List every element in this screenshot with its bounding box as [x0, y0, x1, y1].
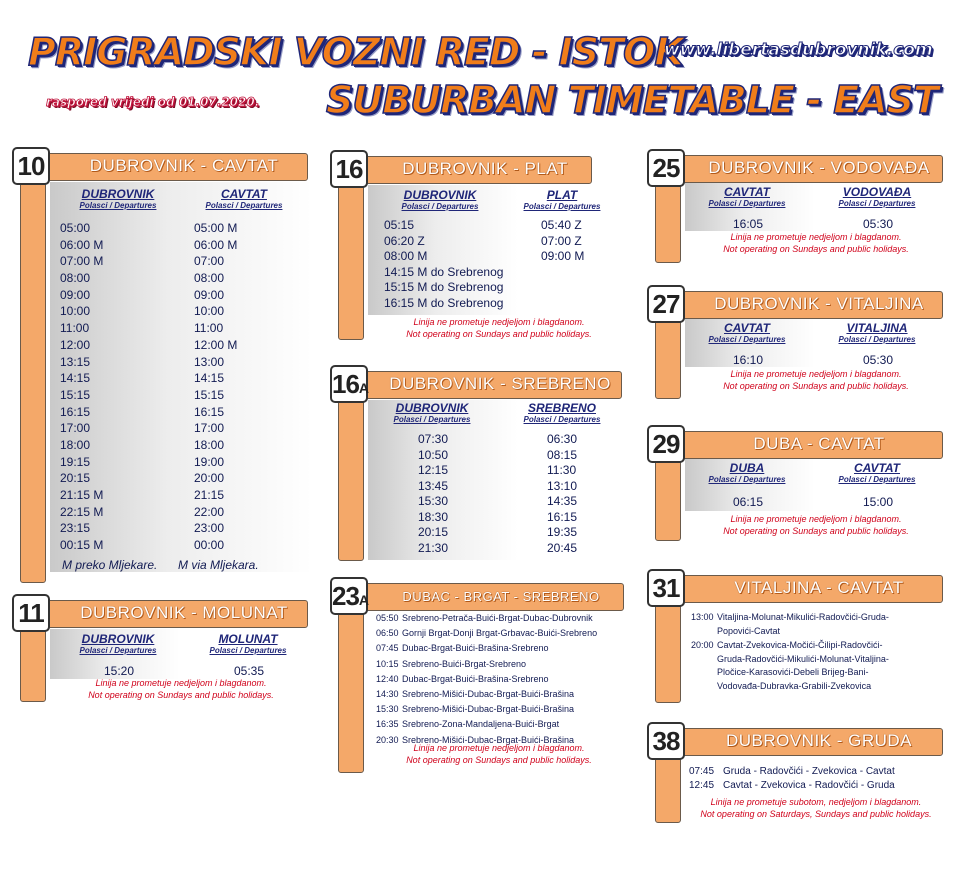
departures-to-list: [863, 353, 893, 367]
departures-label: Polasci / Departures: [708, 475, 786, 484]
departure-time: 11:00: [60, 321, 90, 336]
departure-time: 10:00: [194, 304, 225, 319]
note-english: Not operating on Sundays and public holidays.: [406, 329, 592, 339]
departure-time: 06:15: [733, 495, 764, 509]
trip-time: 05:50: [376, 613, 399, 623]
route-header-bar: [20, 153, 308, 181]
route-number-badge: 10: [12, 147, 50, 185]
route-header-bar: [338, 156, 592, 184]
departures-to-list: [194, 221, 237, 555]
route-16-panel: [330, 150, 628, 345]
legend-m-croatian: M preko Mljekare.: [62, 558, 158, 572]
departures-to-list: [234, 664, 264, 678]
trip-route: Dubac-Brgat-Buići-Brašina-Srebreno: [402, 643, 549, 654]
route-title: DUBROVNIK - VODOVAĐA: [708, 158, 930, 177]
departure-time: 00:15 M: [60, 538, 104, 553]
note-croatian: Linija ne prometuje nedjeljom i blagdanom.: [730, 232, 902, 242]
trip-row: [376, 689, 597, 704]
departure-time: 16:15: [547, 509, 578, 524]
departure-time: 13:15: [60, 354, 91, 369]
note-croatian: Linija ne prometuje subotom, nedjeljom i blagdanom.: [710, 797, 922, 807]
departure-time: 05:30: [863, 217, 894, 231]
departure-time: 14:15 M do Srebrenog: [384, 264, 504, 279]
departures-to-list: [863, 217, 893, 231]
note-english: Not operating on Sundays and public holidays.: [88, 690, 274, 700]
route-number-badge: 16: [330, 150, 368, 188]
departure-time: 20:00: [194, 471, 225, 486]
column-header-from: [687, 185, 807, 208]
trip-route-line: Gruda-Radovčići-Mikulići-Molunat-Vitaljina-: [717, 653, 889, 664]
route-number: 16: [332, 369, 359, 399]
departure-time: 16:15 M do Srebrenog: [384, 295, 504, 310]
departure-time: 21:15: [194, 488, 225, 502]
departure-time: 05:00 M: [194, 221, 238, 235]
station-name: SREBRENO: [527, 401, 596, 415]
trip-time: 07:45: [689, 766, 715, 777]
trip-route-line: Pločice-Karasovići-Debeli Brijeg-Bani-: [717, 667, 869, 677]
operating-note: [368, 316, 630, 340]
departures-from-list: [733, 353, 763, 367]
note-croatian: Linija ne prometuje nedjeljom i blagdanom.: [413, 743, 585, 753]
operating-note: [50, 677, 312, 701]
departure-time: 16:15: [194, 404, 225, 419]
departure-time: 10:00: [60, 304, 91, 319]
trip-time: 16:35: [376, 719, 399, 730]
departure-time: 17:00: [194, 421, 225, 436]
departure-time: 16:15: [60, 404, 91, 419]
trip-route-line: Popovići-Cavtat: [717, 625, 781, 636]
trip-route: Gruda - Radovčići - Zvekovica - Cavtat: [723, 766, 895, 777]
column-header-from: [687, 461, 807, 484]
station-name: DUBROVNIK: [403, 188, 477, 202]
departure-time: 15:15: [194, 387, 225, 402]
departure-time: 19:15: [60, 454, 91, 469]
station-name: CAVTAT: [724, 185, 770, 199]
valid-from-date: raspored vrijedi od 01.07.2020.: [46, 95, 260, 109]
departure-time: 06:20 Z: [384, 233, 425, 248]
departures-label: Polasci / Departures: [523, 415, 601, 424]
route-title: DUBROVNIK - SREBRENO: [389, 374, 611, 393]
departure-time: 06:00 M: [60, 237, 104, 252]
route-16a-panel: [330, 365, 628, 565]
route-header-bar: [655, 431, 943, 459]
departure-time: 14:35: [547, 494, 578, 508]
departure-time: 12:00 M: [194, 337, 238, 352]
note-croatian: Linija ne prometuje nedjeljom i blagdanom.: [730, 514, 902, 524]
column-header-from: [380, 188, 500, 211]
route-number-badge: 29: [647, 425, 685, 463]
trip-row: [376, 628, 597, 643]
station-name: DUBROVNIK: [81, 187, 155, 201]
column-header-to: [817, 185, 937, 208]
departures-label: Polasci / Departures: [79, 201, 157, 210]
departures-to-list: [863, 495, 893, 509]
route-title: DUBROVNIK - GRUDA: [725, 731, 913, 750]
departures-label: Polasci / Departures: [79, 646, 157, 655]
departure-time: 22:15 M: [60, 504, 104, 519]
route-header-bar: [338, 583, 624, 611]
operating-note: [685, 231, 947, 255]
trip-row: [691, 612, 889, 640]
trip-route: [717, 612, 889, 640]
route-number-badge: 11: [12, 594, 50, 632]
column-header-to: [188, 632, 308, 655]
departures-to-list: [541, 218, 584, 265]
operating-note: [685, 796, 947, 820]
route-38-panel: [647, 722, 947, 827]
trip-time: 12:40: [376, 673, 399, 684]
departure-time: 21:30: [418, 540, 449, 555]
departure-time: 05:30: [863, 353, 894, 367]
departure-time: 07:00 M: [60, 254, 104, 269]
route-suffix: A: [358, 592, 370, 608]
station-name: DUBROVNIK: [81, 632, 155, 646]
route-number-badge: 38: [647, 722, 685, 760]
departure-time: 10:50: [418, 447, 449, 462]
station-name: DUBA: [729, 461, 765, 475]
trip-row: [376, 719, 597, 734]
operating-note: [685, 368, 947, 392]
station-name: CAVTAT: [221, 187, 267, 201]
departures-label: Polasci / Departures: [393, 415, 471, 424]
trip-route-line: Cavtat-Zvekovica-Močići-Čilipi-Radovčići-: [717, 640, 883, 650]
trip-list: [376, 613, 597, 750]
departure-time: 07:00: [194, 254, 225, 269]
trip-route: Cavtat - Zvekovica - Radovčići - Gruda: [723, 779, 895, 791]
departure-time: 07:30: [418, 432, 449, 446]
route-header-bar: [20, 600, 308, 628]
trip-time: 06:50: [376, 628, 399, 639]
route-header-bar: [655, 291, 943, 319]
route-number: 23: [332, 581, 359, 611]
legend-m-english: M via Mljekara.: [178, 558, 259, 572]
trip-row: [376, 704, 597, 719]
route-suffix: A: [358, 380, 370, 396]
trip-time: 07:45: [376, 643, 399, 654]
departure-time: 15:15: [60, 387, 91, 402]
column-header-from: [687, 321, 807, 344]
column-header-to: [502, 188, 622, 211]
departure-time: 16:05: [733, 217, 764, 231]
station-name: VODOVAĐA: [842, 185, 912, 199]
departures-from-list: [733, 495, 763, 509]
departure-time: 15:00: [863, 495, 894, 509]
operating-note: [685, 513, 947, 537]
departure-time: 14:15: [60, 371, 91, 386]
departure-time: 18:30: [418, 509, 449, 524]
column-header-from: [58, 632, 178, 655]
departure-time: 13:10: [547, 478, 578, 493]
route-number-badge: 27: [647, 285, 685, 323]
departure-time: 14:15: [194, 371, 225, 386]
departure-time: 00:00: [194, 538, 225, 553]
route-header-bar: [655, 575, 943, 603]
route-29-panel: [647, 425, 947, 545]
column-header-from: [372, 401, 492, 424]
departure-time: 20:15: [418, 525, 449, 539]
route-bar-vertical: [20, 153, 46, 583]
trip-row: [376, 659, 597, 674]
departure-time: 13:00: [194, 354, 225, 369]
departures-label: Polasci / Departures: [205, 201, 283, 210]
note-english: Not operating on Sundays and public holidays.: [723, 526, 909, 536]
note-english: Not operating on Sundays and public holidays.: [406, 755, 592, 765]
departure-time: 08:00: [194, 271, 225, 286]
departures-label: Polasci / Departures: [708, 199, 786, 208]
trip-route: Srebreno-Buići-Brgat-Srebreno: [402, 658, 527, 669]
route-11-panel: [12, 594, 312, 709]
operating-note: [368, 742, 630, 766]
route-number-badge: 25: [647, 149, 685, 187]
departure-time: 19:35: [547, 525, 578, 539]
departure-time: 12:00: [60, 337, 91, 352]
note-english: Not operating on Saturdays, Sundays and public holidays.: [700, 809, 932, 819]
departure-time: 06:30: [547, 432, 578, 446]
trip-time: 14:30: [376, 688, 399, 699]
trip-list: [691, 612, 889, 694]
route-title: DUBROVNIK - PLAT: [402, 159, 568, 178]
column-header-to: [184, 187, 304, 210]
route-number-badge: [330, 365, 368, 403]
trip-row: [376, 643, 597, 658]
trip-time: 12:45: [689, 779, 715, 791]
trip-row: [691, 640, 889, 694]
route-27-panel: [647, 285, 947, 403]
trip-row: [376, 674, 597, 689]
route-title: DUBROVNIK - VITALJINA: [714, 294, 924, 313]
route-header-bar: [338, 371, 622, 399]
departure-time: 08:00 M: [384, 249, 428, 263]
note-english: Not operating on Sundays and public holidays.: [723, 381, 909, 391]
trip-time: 13:00: [691, 612, 714, 622]
departures-label: Polasci / Departures: [708, 335, 786, 344]
station-name: MOLUNAT: [218, 632, 278, 646]
departure-time: 11:00: [194, 321, 224, 336]
departure-time: 09:00 M: [541, 249, 585, 263]
departure-time: 06:00 M: [194, 237, 238, 252]
departures-label: Polasci / Departures: [838, 475, 916, 484]
departure-time: 12:15: [418, 463, 449, 477]
departures-from-list: [104, 664, 134, 678]
station-name: DUBROVNIK: [395, 401, 469, 415]
departure-time: 07:00 Z: [541, 233, 582, 248]
departure-time: 18:00: [60, 437, 91, 452]
departure-time: 20:15: [60, 471, 91, 486]
trip-row: [689, 780, 895, 794]
title-english: SUBURBAN TIMETABLE - EAST: [326, 78, 938, 122]
departure-time: 05:00: [60, 221, 91, 235]
station-name: VITALJINA: [846, 321, 908, 335]
column-header-to: [502, 401, 622, 424]
column-header-from: [58, 187, 178, 210]
trip-time: 20:00: [691, 640, 714, 650]
trip-time: 15:30: [376, 704, 399, 715]
route-title: DUBA - CAVTAT: [753, 434, 885, 453]
route-10-panel: [12, 147, 312, 587]
departure-time: 05:40 Z: [541, 218, 582, 232]
route-number-badge: [330, 577, 368, 615]
departure-time: 09:00: [194, 287, 225, 302]
departure-time: 05:35: [234, 664, 265, 678]
departure-time: 18:00: [194, 437, 225, 452]
station-name: CAVTAT: [724, 321, 770, 335]
route-title: VITALJINA - CAVTAT: [734, 578, 904, 597]
departures-label: Polasci / Departures: [838, 335, 916, 344]
route-header-bar: [655, 728, 943, 756]
station-name: CAVTAT: [854, 461, 900, 475]
trip-route: Srebreno-Mišići-Dubac-Brgat-Buići-Brašina: [402, 704, 575, 715]
column-header-to: [817, 321, 937, 344]
trip-route-line: Vitaljina-Molunat-Mikulići-Radovčići-Gruda-: [717, 612, 889, 622]
departure-time: 08:00: [60, 271, 91, 286]
route-header-bar: [655, 155, 943, 183]
trip-route: Srebreno-Mišići-Dubac-Brgat-Buići-Brašina: [402, 688, 575, 699]
website-link[interactable]: www.libertasdubrovnik.com: [664, 40, 933, 60]
departures-to-list: [547, 432, 577, 556]
departure-time: 08:15: [547, 447, 578, 462]
note-english: Not operating on Sundays and public holidays.: [723, 244, 909, 254]
departures-from-list: [60, 221, 103, 555]
note-croatian: Linija ne prometuje nedjeljom i blagdanom.: [730, 369, 902, 379]
departure-time: 20:45: [547, 540, 578, 555]
trip-row: [376, 613, 597, 628]
column-header-to: [817, 461, 937, 484]
departure-time: 17:00: [60, 421, 91, 436]
trip-route: Srebreno-Petrača-Buići-Brgat-Dubac-Dubrovnik: [402, 613, 593, 623]
departure-time: 21:15 M: [60, 488, 104, 502]
trip-list: [689, 766, 895, 793]
departure-time: 16:10: [733, 353, 764, 367]
trip-route-line: Vodovađa-Dubravka-Grabili-Zvekovica: [717, 680, 872, 691]
departures-from-list: [418, 432, 448, 556]
trip-time: 20:30: [376, 734, 399, 745]
note-croatian: Linija ne prometuje nedjeljom i blagdanom.: [95, 678, 267, 688]
trip-time: 10:15: [376, 658, 399, 669]
station-name: PLAT: [546, 188, 578, 202]
trip-route: Srebreno-Zona-Mandaljena-Buići-Brgat: [402, 719, 560, 730]
departure-time: 11:30: [547, 463, 577, 477]
route-number-badge: 31: [647, 569, 685, 607]
route-title: DUBROVNIK - CAVTAT: [89, 156, 279, 175]
departure-time: 23:15: [60, 521, 91, 536]
departure-time: 19:00: [194, 454, 225, 469]
trip-row: [689, 766, 895, 780]
departure-time: 13:45: [418, 478, 449, 493]
departures-from-list: [384, 218, 503, 311]
route-title: DUBAC - BRGAT - SREBRENO: [402, 589, 600, 604]
route-23a-panel: [330, 577, 630, 777]
trip-route: Srebreno-Mišići-Dubac-Brgat-Buići-Brašina: [402, 734, 575, 745]
departures-label: Polasci / Departures: [838, 199, 916, 208]
route-25-panel: [647, 149, 947, 267]
departures-label: Polasci / Departures: [209, 646, 287, 655]
departures-from-list: [733, 217, 763, 231]
departures-label: Polasci / Departures: [401, 202, 479, 211]
route-title: DUBROVNIK - MOLUNAT: [80, 603, 288, 622]
departure-time: 05:15: [384, 218, 415, 232]
departure-time: 15:20: [104, 664, 135, 678]
route-31-panel: [647, 569, 947, 707]
departure-time: 15:15 M do Srebrenog: [384, 280, 504, 294]
trip-route: [717, 640, 889, 694]
departures-label: Polasci / Departures: [523, 202, 601, 211]
trip-route: Dubac-Brgat-Buići-Brašina-Srebreno: [402, 673, 549, 684]
trip-route: Gornji Brgat-Donji Brgat-Grbavac-Buići-Srebreno: [402, 628, 598, 639]
departure-time: 22:00: [194, 504, 225, 519]
departure-time: 09:00: [60, 287, 91, 302]
departure-time: 15:30: [418, 494, 449, 508]
departure-time: 23:00: [194, 521, 225, 536]
title-croatian: PRIGRADSKI VOZNI RED - ISTOK: [28, 30, 683, 74]
note-croatian: Linija ne prometuje nedjeljom i blagdanom.: [413, 317, 585, 327]
